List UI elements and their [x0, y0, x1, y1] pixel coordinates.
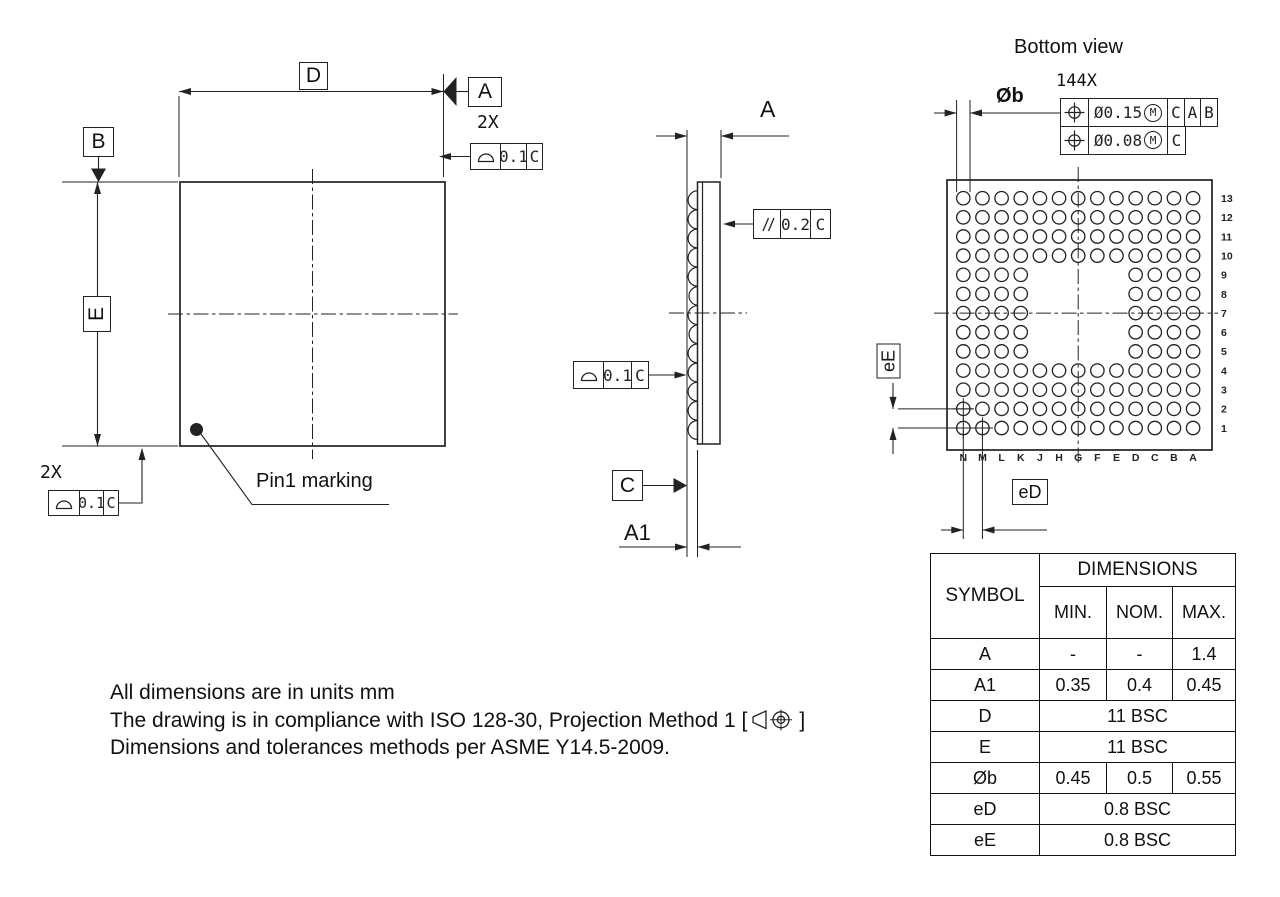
ball-H11	[1052, 230, 1065, 243]
fcf-bottom-left-leader	[117, 449, 142, 503]
table-header-dimensions: DIMENSIONS	[1040, 554, 1236, 587]
arrowhead	[439, 153, 451, 160]
ball-N6	[957, 326, 970, 339]
pin1-marking-label: Pin1 marking	[256, 470, 373, 492]
ball-J10	[1033, 249, 1046, 262]
places-count-balls: 144X	[1056, 71, 1097, 91]
true-position-icon	[1061, 127, 1089, 154]
ball-M2	[976, 402, 989, 415]
ball-E12	[1110, 211, 1123, 224]
ball-K12	[1014, 211, 1027, 224]
ball-K3	[1014, 383, 1027, 396]
ball-C5	[1148, 345, 1161, 358]
package-outline-bottom	[947, 180, 1212, 450]
ball-H13	[1052, 192, 1065, 205]
row-label-11: 11	[1221, 231, 1233, 244]
ball-C3	[1148, 383, 1161, 396]
cell-min: -	[1040, 639, 1107, 670]
table-row-E	[931, 732, 1236, 763]
col-label-C: C	[1151, 452, 1159, 464]
solder-ball-side	[688, 210, 697, 229]
bottom-view	[890, 100, 1233, 539]
ball-L1	[995, 421, 1008, 434]
ball-D13	[1129, 192, 1142, 205]
ball-M5	[976, 345, 989, 358]
ball-A3	[1186, 383, 1199, 396]
ball-K11	[1014, 230, 1027, 243]
solder-ball-side	[689, 325, 697, 344]
ball-N10	[957, 249, 970, 262]
col-label-A: A	[1189, 452, 1197, 464]
row-label-8: 8	[1221, 288, 1227, 301]
solder-ball-side	[688, 306, 697, 325]
ball-E13	[1110, 192, 1123, 205]
fcf-datum-ref: B	[1204, 103, 1214, 122]
table-row-eE	[931, 825, 1236, 856]
row-label-4: 4	[1221, 365, 1227, 378]
cell-symbol: A	[931, 639, 1040, 670]
fcf-profile-bottom-left	[48, 490, 119, 516]
solder-ball-side	[688, 248, 697, 267]
arrowhead	[982, 527, 994, 534]
dim-label-D: D	[299, 62, 328, 90]
ball-B8	[1167, 287, 1180, 300]
mmc-modifier-icon: M	[1144, 131, 1162, 149]
arrowhead	[94, 182, 101, 194]
mmc-modifier-icon: M	[1144, 104, 1162, 122]
ball-C10	[1148, 249, 1161, 262]
ball-N9	[957, 268, 970, 281]
note-line-2-text: The drawing is in compliance with ISO 128-30, Projection Method 1 [	[110, 708, 748, 732]
ball-C9	[1148, 268, 1161, 281]
solder-ball-side	[688, 382, 697, 401]
arrowhead	[94, 434, 101, 446]
ball-B6	[1167, 326, 1180, 339]
ball-J2	[1033, 402, 1046, 415]
ball-A13	[1186, 192, 1199, 205]
ball-D12	[1129, 211, 1142, 224]
table-header-symbol: SYMBOL	[931, 554, 1040, 639]
cell-max: 0.55	[1173, 763, 1236, 794]
ball-F4	[1091, 364, 1104, 377]
profile-of-surface-icon	[574, 362, 604, 388]
datum-label-B: B	[83, 127, 114, 157]
ball-A10	[1186, 249, 1199, 262]
arrowhead	[432, 88, 444, 95]
ball-E3	[1110, 383, 1123, 396]
col-label-K: K	[1016, 452, 1025, 464]
note-line-2	[110, 707, 805, 735]
note-line-1: All dimensions are in units mm	[110, 681, 395, 704]
ball-D2	[1129, 402, 1142, 415]
fcf-datum-ref: C	[106, 494, 116, 512]
ball-M3	[976, 383, 989, 396]
ball-C2	[1148, 402, 1161, 415]
ball-D3	[1129, 383, 1142, 396]
fcf-profile-side	[573, 361, 649, 389]
fcf-tolerance-cell	[1089, 99, 1168, 126]
ball-N8	[957, 287, 970, 300]
fcf-position-upper	[1060, 98, 1218, 127]
note-line-2-close: ]	[799, 708, 806, 732]
cell-symbol: E	[931, 732, 1040, 763]
ball-D9	[1129, 268, 1142, 281]
cell-nom: -	[1107, 639, 1173, 670]
ball-D5	[1129, 345, 1142, 358]
ball-D10	[1129, 249, 1142, 262]
fcf-parallelism	[753, 209, 831, 239]
ball-L13	[995, 192, 1008, 205]
solder-ball-side	[689, 287, 697, 306]
ball-M6	[976, 326, 989, 339]
ball-L9	[995, 268, 1008, 281]
ball-N3	[957, 383, 970, 396]
col-label-H: H	[1055, 452, 1063, 464]
ball-C12	[1148, 211, 1161, 224]
ball-L5	[995, 345, 1008, 358]
arrowhead	[179, 88, 191, 95]
true-position-icon	[1061, 99, 1089, 126]
arrowhead	[698, 544, 710, 551]
note-line-3: Dimensions and tolerances methods per ASME Y14.5-2009.	[110, 736, 670, 759]
cell-max: 1.4	[1173, 639, 1236, 670]
arrowhead	[890, 397, 897, 409]
fcf-tolerance-cell	[1089, 127, 1168, 154]
col-label-N: N	[959, 452, 968, 464]
fcf-datum-ref: A	[1185, 99, 1201, 126]
ball-B12	[1167, 211, 1180, 224]
fcf-tolerance-value: 0.2	[781, 210, 811, 238]
col-label-E: E	[1112, 452, 1121, 464]
ball-N4	[957, 364, 970, 377]
profile-of-surface-icon	[471, 144, 501, 169]
ball-C11	[1148, 230, 1161, 243]
cell-basic-dimension: 11 BSC	[1040, 701, 1236, 732]
ball-J11	[1033, 230, 1046, 243]
ball-K13	[1014, 192, 1027, 205]
arrowhead	[951, 527, 963, 534]
solder-ball-side	[688, 401, 697, 420]
ball-A2	[1186, 402, 1199, 415]
cell-nom: 0.5	[1107, 763, 1173, 794]
cell-symbol: Øb	[931, 763, 1040, 794]
ball-D6	[1129, 326, 1142, 339]
cell-basic-dimension: 0.8 BSC	[1040, 825, 1236, 856]
fcf-datum-ref: C	[529, 147, 540, 166]
ball-N5	[957, 345, 970, 358]
table-row-eD	[931, 794, 1236, 825]
ball-J4	[1033, 364, 1046, 377]
dim-label-eE: eE	[877, 344, 901, 379]
cell-max: 0.45	[1173, 670, 1236, 701]
bottom-view-title: Bottom view	[1014, 36, 1123, 58]
ball-D11	[1129, 230, 1142, 243]
places-count-top-right: 2X	[477, 112, 499, 133]
side-view	[619, 130, 789, 557]
profile-of-surface-icon	[49, 491, 80, 515]
fcf-tolerance-value: Ø0.08	[1093, 130, 1143, 150]
ball-A8	[1186, 287, 1199, 300]
ball-F3	[1091, 383, 1104, 396]
datum-label-A: A	[468, 77, 502, 107]
ball-B11	[1167, 230, 1180, 243]
arrowhead	[675, 544, 687, 551]
dim-label-E: E	[83, 296, 111, 332]
datum-b-triangle	[91, 169, 106, 183]
ball-C8	[1148, 287, 1161, 300]
ball-K2	[1014, 402, 1027, 415]
ball-L3	[995, 383, 1008, 396]
col-label-G: G	[1074, 452, 1083, 464]
arrowhead	[675, 372, 687, 379]
ball-K1	[1014, 421, 1027, 434]
ball-C13	[1148, 192, 1161, 205]
ball-F12	[1091, 211, 1104, 224]
ball-M10	[976, 249, 989, 262]
ball-B13	[1167, 192, 1180, 205]
ball-L6	[995, 326, 1008, 339]
ball-D4	[1129, 364, 1142, 377]
datum-a-triangle	[444, 77, 457, 106]
grid-labels	[960, 193, 1233, 464]
fcf-tolerance-value: Ø0.15	[1093, 103, 1143, 122]
col-label-B: B	[1170, 452, 1178, 464]
ball-L4	[995, 364, 1008, 377]
table-header-row-1	[931, 554, 1236, 587]
ball-E10	[1110, 249, 1123, 262]
ball-C1	[1148, 421, 1161, 434]
dim-label-A1: A1	[624, 520, 651, 545]
ball-C6	[1148, 326, 1161, 339]
ball-E1	[1110, 421, 1123, 434]
ball-M11	[976, 230, 989, 243]
ball-E2	[1110, 402, 1123, 415]
row-label-7: 7	[1221, 307, 1227, 320]
ball-M4	[976, 364, 989, 377]
ball-K6	[1014, 326, 1027, 339]
ball-A11	[1186, 230, 1199, 243]
ball-J1	[1033, 421, 1046, 434]
arrowhead	[675, 133, 687, 140]
ball-H4	[1052, 364, 1065, 377]
table-row-A	[931, 639, 1236, 670]
ball-grid	[953, 192, 1200, 439]
ball-L11	[995, 230, 1008, 243]
ball-J13	[1033, 192, 1046, 205]
ball-K10	[1014, 249, 1027, 262]
ball-E4	[1110, 364, 1123, 377]
fcf-tolerance-value: 0.1	[80, 491, 104, 515]
ball-F1	[1091, 421, 1104, 434]
parallelism-icon	[754, 210, 781, 238]
fcf-tolerance-value: 0.1	[604, 362, 632, 388]
arrowhead	[721, 133, 733, 140]
ball-K9	[1014, 268, 1027, 281]
ball-A1	[1186, 421, 1199, 434]
solder-ball-side	[688, 344, 697, 363]
ball-F13	[1091, 192, 1104, 205]
first-angle-projection-icon	[750, 709, 796, 731]
row-label-6: 6	[1221, 327, 1227, 340]
ball-B4	[1167, 364, 1180, 377]
ball-A4	[1186, 364, 1199, 377]
table-header-max: MAX.	[1173, 587, 1236, 639]
ball-E11	[1110, 230, 1123, 243]
ball-K5	[1014, 345, 1027, 358]
ball-A9	[1186, 268, 1199, 281]
ball-J3	[1033, 383, 1046, 396]
ball-B3	[1167, 383, 1180, 396]
solder-ball-side	[688, 191, 697, 210]
cell-min: 0.45	[1040, 763, 1107, 794]
table-header-min: MIN.	[1040, 587, 1107, 639]
ball-B5	[1167, 345, 1180, 358]
ball-C4	[1148, 364, 1161, 377]
ball-H1	[1052, 421, 1065, 434]
notes	[110, 679, 805, 762]
ball-K8	[1014, 287, 1027, 300]
ball-N11	[957, 230, 970, 243]
ball-D1	[1129, 421, 1142, 434]
col-label-J: J	[1036, 452, 1043, 464]
ball-F10	[1091, 249, 1104, 262]
dim-label-A-side: A	[760, 96, 776, 122]
row-label-13: 13	[1221, 193, 1233, 205]
top-view	[62, 74, 470, 505]
ball-L10	[995, 249, 1008, 262]
solder-ball-side	[688, 363, 697, 382]
ball-M12	[976, 211, 989, 224]
fcf-datum-ref: C	[815, 214, 826, 234]
col-label-F: F	[1094, 452, 1101, 464]
fcf-profile-top-right	[470, 143, 543, 170]
ball-B10	[1167, 249, 1180, 262]
places-count-bottom-left: 2X	[40, 462, 62, 483]
ball-H10	[1052, 249, 1065, 262]
arrowhead	[890, 428, 897, 440]
col-label-D: D	[1131, 452, 1140, 464]
ball-A5	[1186, 345, 1199, 358]
cell-basic-dimension: 11 BSC	[1040, 732, 1236, 763]
cell-symbol: eD	[931, 794, 1040, 825]
col-label-L: L	[998, 452, 1005, 464]
ball-A6	[1186, 326, 1199, 339]
cell-basic-dimension: 0.8 BSC	[1040, 794, 1236, 825]
ball-J12	[1033, 211, 1046, 224]
row-label-5: 5	[1221, 346, 1227, 359]
ball-F11	[1091, 230, 1104, 243]
col-label-M: M	[978, 452, 987, 464]
dim-label-eD: eD	[1012, 479, 1048, 505]
ball-L12	[995, 211, 1008, 224]
cell-symbol: eE	[931, 825, 1040, 856]
datum-label-C: C	[612, 470, 643, 501]
ball-N12	[957, 211, 970, 224]
ball-K4	[1014, 364, 1027, 377]
ball-H2	[1052, 402, 1065, 415]
solder-ball-side	[688, 421, 697, 440]
table-row-A1	[931, 670, 1236, 701]
arrowhead	[139, 448, 146, 460]
row-label-10: 10	[1221, 250, 1233, 263]
ball-M9	[976, 268, 989, 281]
cell-symbol: A1	[931, 670, 1040, 701]
fcf-position-lower	[1060, 126, 1186, 155]
ball-B2	[1167, 402, 1180, 415]
row-label-12: 12	[1221, 212, 1233, 225]
solder-ball-side	[688, 267, 697, 286]
ball-B9	[1167, 268, 1180, 281]
fcf-datum-ref: C	[1171, 130, 1182, 150]
table-header-nom: NOM.	[1107, 587, 1173, 639]
fcf-datum-ref: C	[1168, 99, 1185, 126]
row-label-1: 1	[1221, 422, 1227, 435]
ball-N13	[957, 192, 970, 205]
ball-F2	[1091, 402, 1104, 415]
ball-M13	[976, 192, 989, 205]
ball-H12	[1052, 211, 1065, 224]
solder-ball-side	[688, 229, 697, 248]
ball-M8	[976, 287, 989, 300]
table-row-Øb	[931, 763, 1236, 794]
row-label-9: 9	[1221, 269, 1227, 282]
row-label-2: 2	[1221, 403, 1227, 416]
arrowhead	[945, 110, 957, 117]
solder-balls-side	[688, 191, 697, 440]
ball-A12	[1186, 211, 1199, 224]
table-row-D	[931, 701, 1236, 732]
arrowhead	[723, 221, 735, 228]
ball-B1	[1167, 421, 1180, 434]
row-label-3: 3	[1221, 384, 1227, 397]
ball-L8	[995, 287, 1008, 300]
fcf-datum-ref: C	[635, 365, 645, 385]
fcf-tolerance-value: 0.1	[501, 144, 527, 169]
cell-nom: 0.4	[1107, 670, 1173, 701]
datum-c-triangle	[674, 478, 688, 493]
cell-min: 0.35	[1040, 670, 1107, 701]
dim-label-ball-dia: Øb	[996, 85, 1024, 107]
ball-D8	[1129, 287, 1142, 300]
ball-L2	[995, 402, 1008, 415]
cell-symbol: D	[931, 701, 1040, 732]
ball-H3	[1052, 383, 1065, 396]
dimensions-table	[930, 553, 1236, 856]
